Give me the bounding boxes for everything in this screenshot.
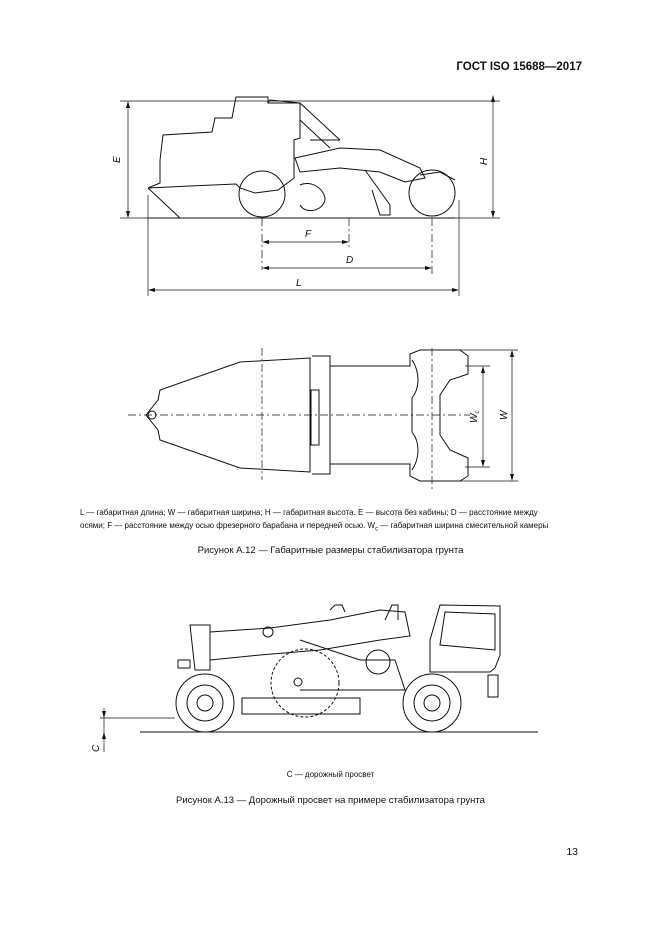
page-number: 13 bbox=[566, 846, 578, 858]
dim-label-wc-main: W bbox=[469, 413, 480, 423]
figure-12-side-view bbox=[0, 85, 661, 385]
legend-line-2-text: осями; F — расстояние между осью фрезерного барабана и передней осью. W bbox=[80, 521, 376, 530]
dim-label-h: H bbox=[479, 157, 490, 165]
legend-line-1: L — габаритная длина; W — габаритная ширина; H — габаритная высота. E — высота без кабины; D — расстояние между bbox=[80, 508, 538, 517]
figure-13-caption: Рисунок А.13 — Дорожный просвет на примере стабилизатора грунта bbox=[176, 795, 485, 806]
dim-label-wc-sub: c bbox=[475, 410, 481, 414]
legend-line-2-sub: c bbox=[375, 526, 379, 533]
figure-12-caption: Рисунок А.12 — Габаритные размеры стабилизатора грунта bbox=[197, 545, 464, 556]
figure-12-top-view bbox=[0, 343, 661, 493]
figure-12-legend bbox=[80, 506, 590, 537]
dim-label-wc bbox=[469, 411, 481, 423]
dim-label-e: E bbox=[112, 156, 123, 163]
figure-13-legend: C — дорожный просвет bbox=[286, 770, 375, 779]
dim-label-d: D bbox=[346, 255, 354, 266]
document-standard-header: ГОСТ ISO 15688—2017 bbox=[456, 61, 582, 73]
dim-label-w: W bbox=[499, 410, 510, 420]
dim-label-c: C bbox=[91, 744, 102, 752]
dim-label-l: L bbox=[296, 278, 302, 289]
dim-label-f: F bbox=[305, 229, 312, 240]
legend-line-2 bbox=[80, 519, 590, 537]
legend-line-2-end: — габаритная ширина смесительной камеры bbox=[378, 521, 549, 530]
figure-13-drawing bbox=[0, 595, 661, 765]
